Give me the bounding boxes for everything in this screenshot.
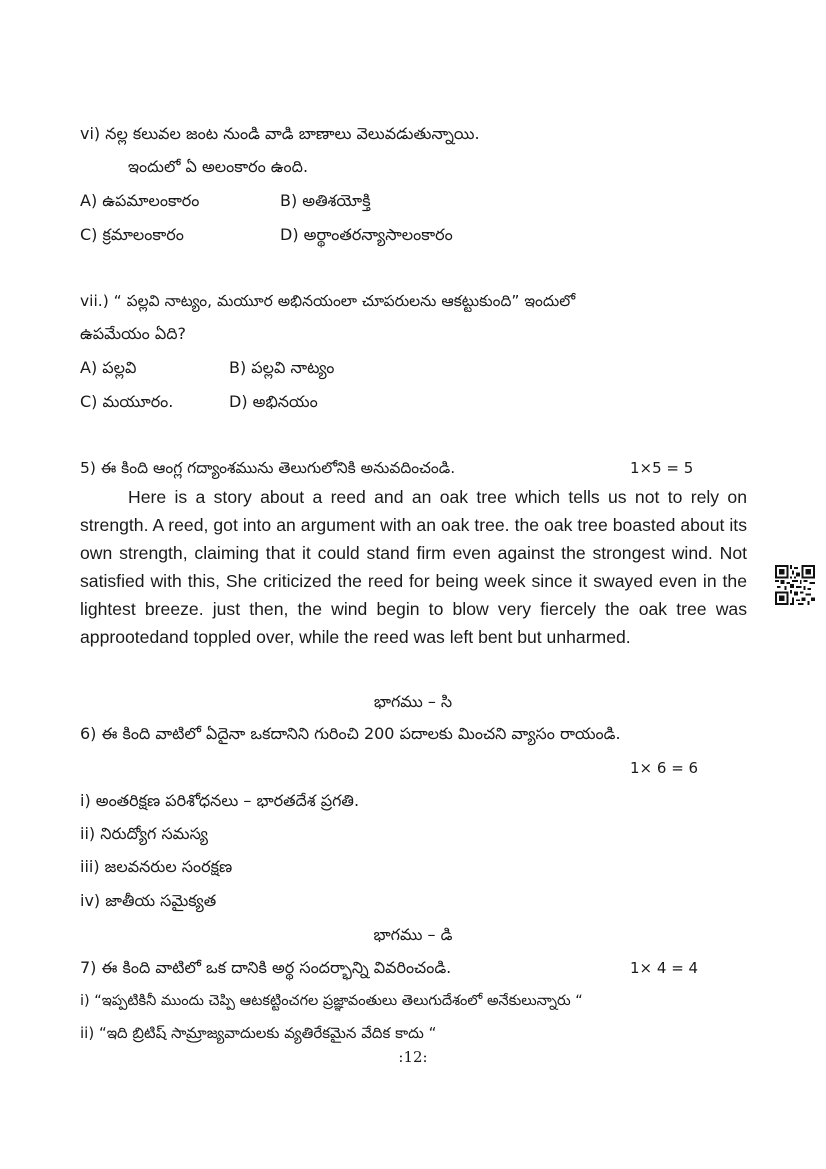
q4-vi-option-c: C) క్రమాలంకారం bbox=[80, 225, 184, 244]
q6-heading: 6) ఈ కింది వాటిలో ఏదైనా ఒకదానిని గురించి 200 పదాలకు మించని వ్యాసం రాయండి. bbox=[80, 724, 621, 743]
q4-vi-option-d: D) అర్థాంతరన్యాసాలంకారం bbox=[280, 225, 453, 244]
q4-vi-question: vi) నల్ల కలువల జంట నుండి వాడి బాణాలు వెలువడుతున్నాయి. bbox=[80, 124, 480, 143]
q4-vi-option-a: A) ఉపమాలంకారం bbox=[80, 191, 200, 210]
q4-vii-option-b: B) పల్లవి నాట్యం bbox=[229, 358, 335, 377]
section-d-title: భాగము – డి bbox=[373, 925, 453, 944]
q4-vii-prompt: ఉపమేయం ఏది? bbox=[80, 324, 187, 343]
q6-item-2: ii) నిరుద్యోగ సమస్య bbox=[80, 824, 208, 843]
q7-item-2: ii) “ఇది బ్రిటిష్ సామ్రాజ్యవాదులకు వ్యతిరేకమైన వేదిక కాదు “ bbox=[80, 1024, 437, 1042]
q6-item-3: iii) జలవనరుల సంరక్షణ bbox=[80, 857, 233, 876]
q5-heading: 5) ఈ కింది ఆంగ్ల గద్యాంశమును తెలుగులోనికి అనువదించండి. bbox=[80, 459, 456, 477]
q6-marks: 1× 6 = 6 bbox=[630, 759, 699, 777]
q5-passage bbox=[80, 483, 747, 651]
q4-vi-prompt: ఇందులో ఏ అలంకారం ఉంది. bbox=[128, 157, 309, 176]
section-c-title: భాగము – సి bbox=[373, 692, 453, 711]
q7-heading: 7) ఈ కింది వాటిలో ఒక దానికి అర్థ సందర్భాన్ని వివరించండి. bbox=[80, 958, 452, 977]
q4-vii-option-a: A) పల్లవి bbox=[80, 358, 137, 377]
q4-vi-option-b: B) అతిశయోక్తి bbox=[280, 191, 371, 210]
qr-code-icon bbox=[775, 565, 815, 605]
page-number: :12: bbox=[398, 1048, 428, 1066]
q7-item-1: i) “ఇప్పటికినీ ముందు చెప్పి ఆటకట్టించగల ప్రజ్ఞావంతులు తెలుగుదేశంలో అనేకులున్నారు “ bbox=[80, 993, 583, 1009]
q6-item-4: iv) జాతీయ సమైక్యత bbox=[80, 891, 217, 910]
q4-vii-option-c: C) మయూరం. bbox=[80, 392, 174, 411]
q7-marks: 1× 4 = 4 bbox=[630, 959, 699, 977]
q6-item-1: i) అంతరిక్షణ పరిశోధనలు – భారతదేశ ప్రగతి. bbox=[80, 791, 360, 810]
q5-marks: 1×5 = 5 bbox=[630, 459, 694, 477]
q4-vii-option-d: D) అభినయం bbox=[229, 392, 318, 411]
q4-vii-question: vii.) “ పల్లవి నాట్యం, మయూర అభినయంలా చూపరులను ఆకట్టుకుంది” ఇందులో bbox=[80, 292, 576, 310]
q5-passage-text: Here is a story about a reed and an oak tree which tells us not to rely on strength. A reed, got into an argument with an oak tree. the oak tree boasted about its own strength, claiming that it could stand firm even against the strongest wind. Not satisfied with this, She criticized the reed for being week since it swayed even in the lightest breeze. just then, the wind begin to blow very fiercely the oak tree was approotedand toppled over, while the reed was left bent but unharmed. bbox=[80, 487, 747, 647]
